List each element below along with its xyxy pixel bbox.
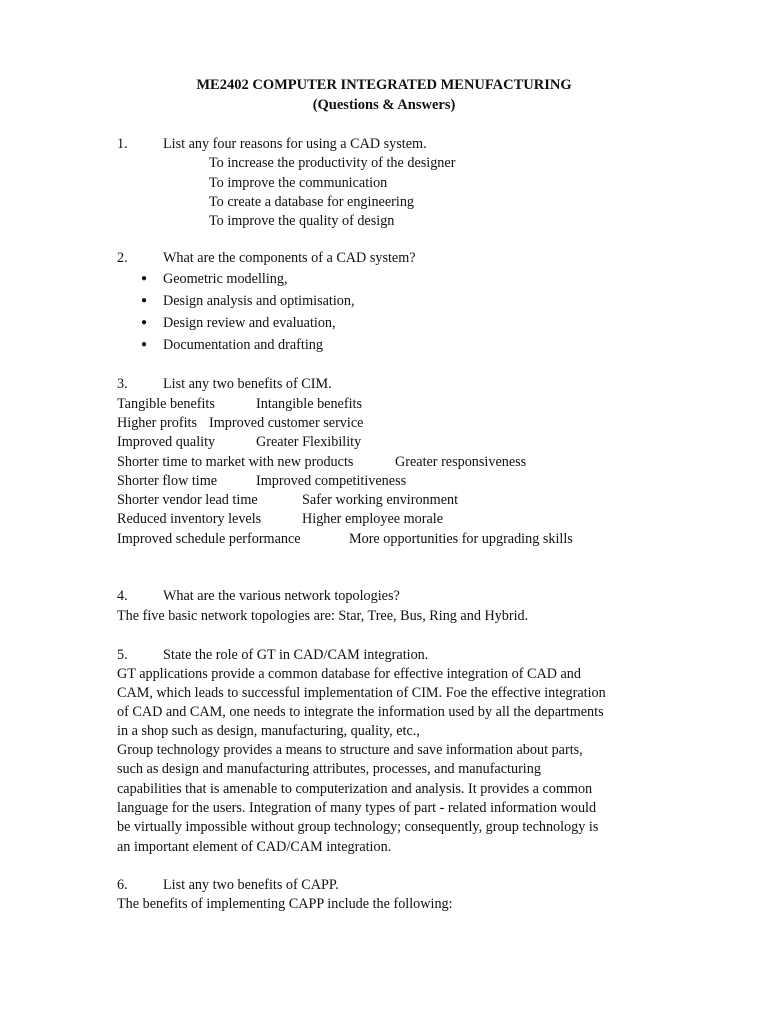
q1-answer-3: To create a database for engineering [209, 194, 415, 210]
q3-row-8-left: Improved schedule performance [117, 531, 301, 547]
document-subtitle: (Questions & Answers) [312, 97, 456, 113]
q5-paragraph-line: such as design and manufacturing attributes, processes, and manufacturing [117, 761, 541, 777]
q1-question: List any four reasons for using a CAD system. [163, 136, 427, 152]
q5-paragraph-line: Group technology provides a means to structure and save information about parts, [117, 742, 583, 758]
q1-answer-2: To improve the communication [209, 175, 388, 191]
q2-answer-2: Design analysis and optimisation, [163, 293, 355, 309]
bullet-icon: ● [141, 295, 148, 306]
q3-row-5-left: Shorter flow time [117, 473, 218, 489]
q3-number: 3. [117, 376, 128, 392]
bullet-icon: ● [141, 273, 148, 284]
q4-answer: The five basic network topologies are: Star, Tree, Bus, Ring and Hybrid. [117, 608, 529, 624]
q3-row-6-right: Safer working environment [302, 492, 459, 508]
q5-question: State the role of GT in CAD/CAM integration. [163, 647, 429, 663]
q5-paragraph-line: language for the users. Integration of many types of part - related information would [117, 800, 597, 816]
q3-row-7-left: Reduced inventory levels [117, 511, 262, 527]
q1-answer-1: To increase the productivity of the designer [209, 155, 456, 171]
q5-paragraph-line: in a shop such as design, manufacturing, quality, etc., [117, 723, 420, 739]
q3-row-4-right: Greater responsiveness [395, 454, 527, 470]
q1-answer-4: To improve the quality of design [209, 213, 395, 229]
q5-paragraph-line: CAM, which leads to successful implementation of CIM. Foe the effective integration [117, 685, 606, 701]
q6-question: List any two benefits of CAPP. [163, 877, 339, 893]
q3-row-6-left: Shorter vendor lead time [117, 492, 258, 508]
q6-number: 6. [117, 877, 128, 893]
q5-paragraph-line: GT applications provide a common database for effective integration of CAD and [117, 666, 581, 682]
q5-paragraph-line: be virtually impossible without group technology; consequently, group technology is [117, 819, 599, 835]
q6-answer: The benefits of implementing CAPP include the following: [117, 896, 453, 912]
q4-question: What are the various network topologies? [163, 588, 400, 604]
q2-answer-4: Documentation and drafting [163, 337, 323, 353]
q5-paragraph-line: of CAD and CAM, one needs to integrate the information used by all the departments [117, 704, 604, 720]
q2-answer-1: Geometric modelling, [163, 271, 288, 287]
q3-row-5-right: Improved competitiveness [256, 473, 407, 489]
q3-row-2-right: Improved customer service [209, 415, 364, 431]
q5-number: 5. [117, 647, 128, 663]
q3-row-2-left: Higher profits [117, 415, 197, 431]
q3-row-4-left: Shorter time to market with new products [117, 454, 354, 470]
q3-row-1-left: Tangible benefits [117, 396, 215, 412]
q3-row-7-right: Higher employee morale [302, 511, 444, 527]
bullet-icon: ● [141, 339, 148, 350]
document-title: ME2402 COMPUTER INTEGRATED MENUFACTURING [196, 77, 572, 93]
q5-paragraph-line: an important element of CAD/CAM integration. [117, 839, 392, 855]
q5-paragraph-line: capabilities that is amenable to computerization and analysis. It provides a common [117, 781, 593, 797]
q3-row-3-left: Improved quality [117, 434, 216, 450]
q2-question: What are the components of a CAD system? [163, 250, 416, 266]
q2-answer-3: Design review and evaluation, [163, 315, 336, 331]
bullet-icon: ● [141, 317, 148, 328]
q2-number: 2. [117, 250, 128, 266]
q1-number: 1. [117, 136, 128, 152]
q3-row-3-right: Greater Flexibility [256, 434, 362, 450]
q3-row-1-right: Intangible benefits [256, 396, 362, 412]
q3-row-8-right: More opportunities for upgrading skills [349, 531, 573, 547]
q4-number: 4. [117, 588, 128, 604]
q3-question: List any two benefits of CIM. [163, 376, 332, 392]
